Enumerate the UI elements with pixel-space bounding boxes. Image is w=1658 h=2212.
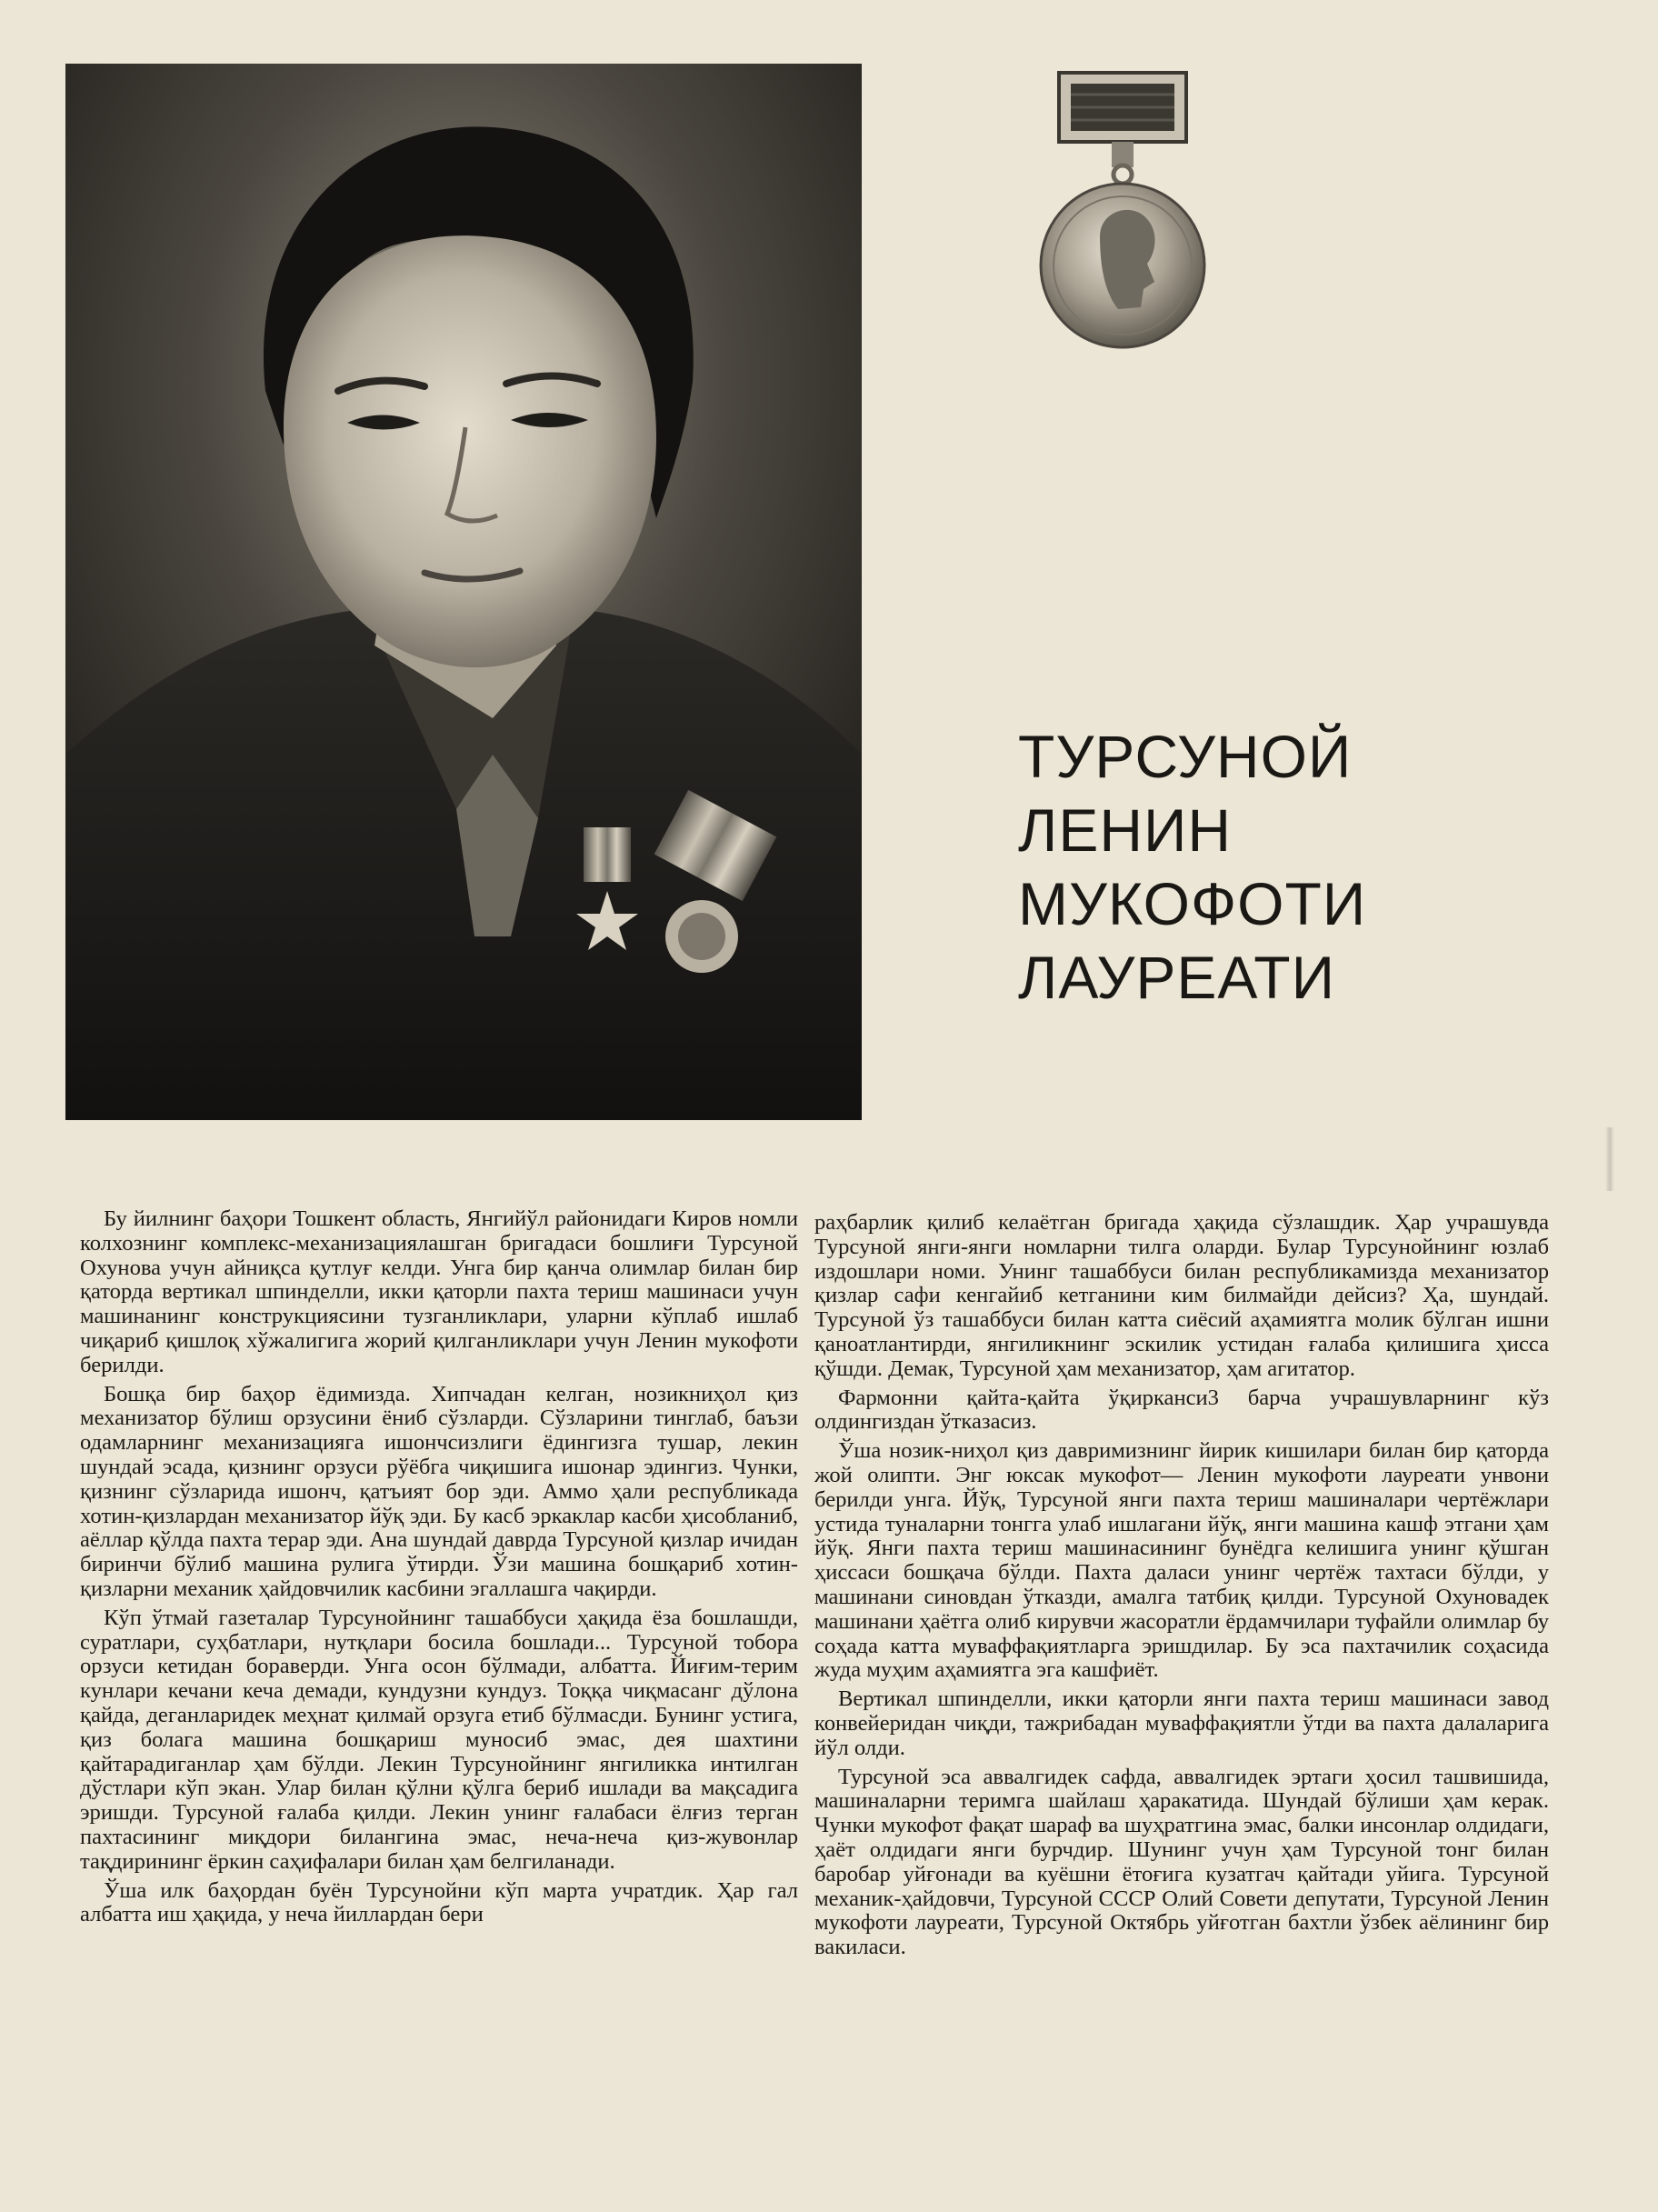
headline-line-2: ЛЕНИН [1018,796,1233,864]
paragraph: Турсуной эса аввалгидек сафда, аввалгидек эртаги ҳосил ташвишида, машиналарни теримга шайлаш ҳаракатида. Шундай бўлиши ҳам керак. Чунки мукофот фақат шараф ва шуҳратгина эмас, балки инсонлар олдидаги, ҳаёт олдидаги янги бурчдир. Шунинг учун ҳам Турсуной тонг билан баробар уйғонади ва куёшни ётоғига кузатгач қайтади уйига. Турсуной механик-ҳайдовчи, Турсуной СССР Олий Совети депутати, Турсуной Ленин мукофоти лауреати, Турсуной Октябрь уйғотган бахтли ўзбек аёлининг бир вакиласи. [814,1764,1549,1960]
paragraph: Бу йилнинг баҳори Тошкент область, Янгийўл районидаги Киров номли колхознинг комплекс-механизациялашган бригадаси бошлиғи Турсуной Охунова учун айниқса қутлуғ келди. Унга бир қанча олимлар билан бир қаторда вертикал шпинделли, икки қаторли пахта териш машинаси учун машинанинг конструкциясини тузганликлари, уларни кўплаб ишлаб чиқариб қишлоқ хўжалигига жорий қилганликлари учун Ленин мукофоти берилди. [80,1206,798,1377]
paper-crease [1605,1127,1614,1191]
headline-line-1: ТУРСУНОЙ [1018,723,1353,790]
paragraph: Кўп ўтмай газеталар Турсунойнинг ташаббуси ҳақида ёза бошлашди, суратлари, суҳбатлари, нутқлари босила бошлади... Турсуной тобора орзуси кетидан бораверди. Унга осон бўлмади, албатта. Йиғим-терим кунлари кечани кеча демади, кундузни кундуз. Тоққа чиқмасанг дўлона қайда, деганларидек меҳнат қилмай орзуга етиб бўлмасди. Бунинг устига, қиз болага машина бошқариш муносиб эмас, дея шахтини қайтарадиганлар ҳам бўлди. Лекин Турсунойнинг янгиликка интилган дўстлари кўп экан. Улар билан қўлни қўлга бериб ишлади ва мақсадига эришди. Турсуной ғалаба қилди. Лекин унинг ғалабаси ёлғиз терган пахтасининг миқдори билангина эмас, неча-неча қиз-жувонлар тақдирининг ёркин саҳифалари билан ҳам белгиланади. [80,1605,798,1874]
paragraph: Фармонни қайта-қайта ўқирканси3 барча учрашувларнинг кўз олдингиздан ўтказасиз. [814,1385,1549,1435]
article-headline [1018,720,1527,1015]
paragraph: Вертикал шпинделли, икки қаторли янги пахта териш машинаси завод конвейеридан чиқди, тажрибадан муваффақиятли ўтди ва пахта далаларига йўл олди. [814,1687,1549,1760]
paragraph: Ўша нозик-ниҳол қиз давримизнинг йирик кишилари билан бир қаторда жой олипти. Энг юксак мукофот— Ленин мукофоти лауреати унвони берилди унга. Йўқ, Турсуной янги пахта териш машиналари чертёжлари устида туналарни тонгга улаб ишлагани йўқ, янги машина кашф этгани ҳам йўқ. Янги пахта териш машинасининг бунёдга келишига унинг қўшган ҳиссаси бошқача бўлди. Пахта даласи унинг чертёж тахтаси бўлди, у машинани синовдан ўтказди, амалга татбиқ қилди. Турсуной Охуновадек машинани ҳаётга олиб кирувчи жасоратли ёрдамчилари туфайли олимлар бу соҳада катта муваффақиятларга эришдилар. Бу эса пахтачилик соҳасида жуда муҳим аҳамиятга эга кашфиёт. [814,1438,1549,1683]
paragraph: раҳбарлик қилиб келаётган бригада ҳақида сўзлашдик. Ҳар учрашувда Турсуной янги-янги номларни тилга оларди. Булар Турсунойнинг юзлаб издошлари номи. Унинг ташаббуси билан республикамизда механизатор қизлар сафи кенгайиб кетганини ким билмайди дейсиз? Ҳа, шундай. Турсуной ўз ташаббуси билан катта сиёсий аҳамиятга молик бўлган ишни қаноатлантирди, янгиликнинг эскилик устидан ғалаба қилишига ҳисса қўшди. Демак, Турсуной ҳам механизатор, ҳам агитатор. [814,1210,1549,1381]
lenin-medal-image [1036,64,1209,355]
article-column-right [814,1211,1549,1960]
paragraph: Бошқа бир баҳор ёдимизда. Хипчадан келган, нозикниҳол қиз механизатор бўлиш орзусини ёниб сўзларди. Сўзларини тинглаб, баъзи одамларнинг механизацияга ишончсизлиги ёдингизга тушар, лекин шундай эсада, қизнинг орзуси рўёбга чиқишига ишонар эдингиз. Чунки, қизнинг сўзларида ишонч, қатъият бор эди. Аммо ҳали республикада хотин-қизлардан механизатор йўқ эди. Бу касб эркаклар касби ҳисобланиб, аёллар қўлда пахта терар эди. Ана шундай даврда Турсуной қизлар ичидан биринчи бўлиб машина рулига ўтирди. Ўзи машина бошқариб хотин-қизларни механик ҳайдовчилик касбини эгаллашга чақирди. [80,1381,798,1601]
headline-line-3: МУКОФОТИ [1018,870,1367,937]
portrait-photo [65,64,862,1120]
medal-icon [1036,64,1209,355]
paragraph: Ўша илк баҳордан буён Турсунойни кўп марта учратдик. Ҳар гал албатта иш ҳақида, у неча йиллардан бери [80,1877,798,1927]
article-column-left [80,1207,798,1927]
portrait-illustration [65,64,862,1120]
headline-line-4: ЛАУРЕАТИ [1018,944,1336,1011]
